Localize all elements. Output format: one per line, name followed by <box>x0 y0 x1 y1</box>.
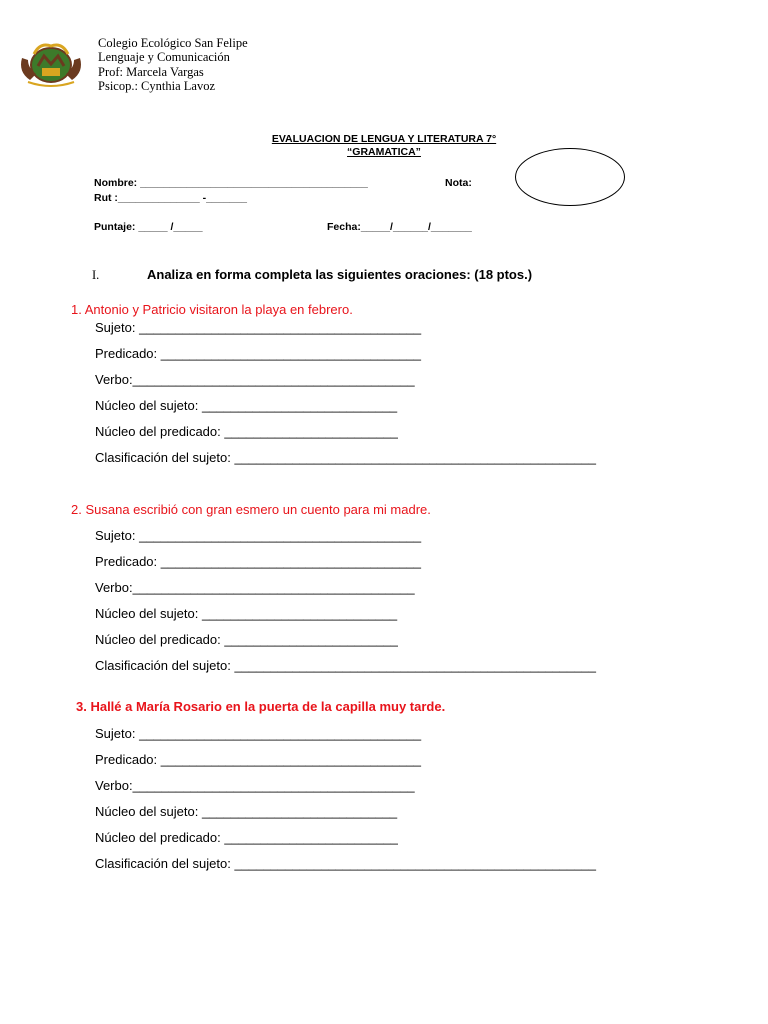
q1-sujeto-field[interactable]: Sujeto: _______________________________________ <box>95 320 422 335</box>
q3-predicado-field[interactable]: Predicado: ____________________________________ <box>95 752 422 767</box>
section-number: I. <box>92 268 100 282</box>
exam-subtitle: “GRAMATICA” <box>347 146 421 158</box>
q2-nucleo-sujeto-field[interactable]: Núcleo del sujeto: ___________________________ <box>95 606 398 621</box>
nombre-field[interactable]: Nombre: _______________________________________ <box>94 177 368 189</box>
teacher-name: Prof: Marcela Vargas <box>98 64 204 79</box>
section-title: Analiza en forma completa las siguientes oraciones: (18 ptos.) <box>147 267 533 282</box>
school-name: Colegio Ecológico San Felipe <box>98 36 248 50</box>
q3-clasificacion-field[interactable]: Clasificación del sujeto: __________________________________________________ <box>95 856 596 871</box>
puntaje-field[interactable]: Puntaje: _____ /_____ <box>94 221 203 233</box>
rut-field[interactable]: Rut :______________ -_______ <box>94 192 247 204</box>
grade-circle <box>515 148 625 206</box>
q1-verbo-field[interactable]: Verbo:_______________________________________ <box>95 372 415 387</box>
q2-nucleo-predicado-field[interactable]: Núcleo del predicado: ________________________ <box>95 632 398 647</box>
q3-verbo-field[interactable]: Verbo:_______________________________________ <box>95 778 415 793</box>
question-2: 2. Susana escribió con gran esmero un cuento para mi madre. <box>71 502 431 517</box>
q3-nucleo-predicado-field[interactable]: Núcleo del predicado: ________________________ <box>95 830 398 845</box>
q2-sujeto-field[interactable]: Sujeto: _______________________________________ <box>95 528 422 543</box>
question-1: 1. Antonio y Patricio visitaron la playa en febrero. <box>71 302 353 317</box>
q2-predicado-field[interactable]: Predicado: ____________________________________ <box>95 554 422 569</box>
q3-sujeto-field[interactable]: Sujeto: _______________________________________ <box>95 726 422 741</box>
q1-predicado-field[interactable]: Predicado: ____________________________________ <box>95 346 422 361</box>
subject-name: Lenguaje y Comunicación <box>98 50 230 65</box>
school-logo <box>16 38 86 90</box>
q2-clasificacion-field[interactable]: Clasificación del sujeto: __________________________________________________ <box>95 658 596 673</box>
psychologist-name: Psicop.: Cynthia Lavoz <box>98 78 215 93</box>
q3-nucleo-sujeto-field[interactable]: Núcleo del sujeto: ___________________________ <box>95 804 398 819</box>
nota-label: Nota: <box>445 177 472 189</box>
fecha-field[interactable]: Fecha:_____/______/_______ <box>327 221 472 233</box>
school-header <box>98 36 248 93</box>
q1-clasificacion-field[interactable]: Clasificación del sujeto: __________________________________________________ <box>95 450 596 465</box>
q1-nucleo-predicado-field[interactable]: Núcleo del predicado: ________________________ <box>95 424 398 439</box>
q2-verbo-field[interactable]: Verbo:_______________________________________ <box>95 580 415 595</box>
question-3: 3. Hallé a María Rosario en la puerta de la capilla muy tarde. <box>76 699 446 714</box>
q1-nucleo-sujeto-field[interactable]: Núcleo del sujeto: ___________________________ <box>95 398 398 413</box>
exam-title: EVALUACION DE LENGUA Y LITERATURA 7° <box>271 133 497 145</box>
